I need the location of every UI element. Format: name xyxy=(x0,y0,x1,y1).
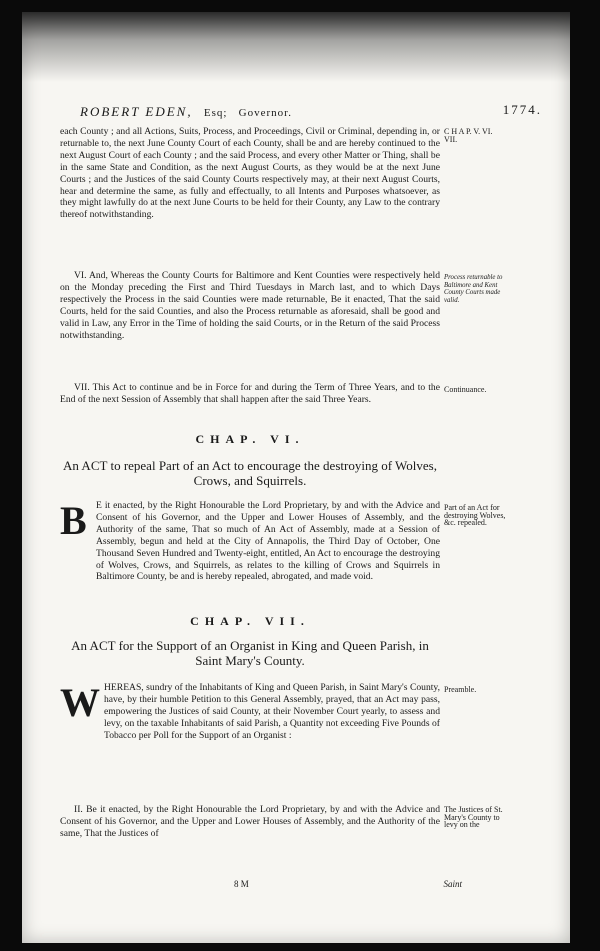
margin-note-chapters: C H A P. V. VI. VII. xyxy=(444,127,493,144)
margin-note-continuance: Continuance. xyxy=(444,385,487,394)
document-page xyxy=(22,12,570,943)
chapter-seven-title: An ACT for the Support of an Organist in King and Queen Parish, in Saint Mary's County. xyxy=(71,638,429,668)
signature-mark: 8 M xyxy=(234,879,249,889)
section-two-text: II. Be it enacted, by the Right Honourable the Lord Proprietary, by and with the Advice and Consent of his Governor, and the Upper and Lower Houses of Assembly, and the Authority of the same, That the Justices of xyxy=(60,804,440,839)
governor-title: Governor. xyxy=(238,107,292,119)
dropcap-b: B xyxy=(60,498,87,543)
running-head xyxy=(80,102,542,120)
esquire: Esq; xyxy=(203,107,228,119)
catchword: Saint xyxy=(443,879,462,889)
paragraph-text: HEREAS, sundry of the Inhabitants of King and Queen Parish, in Saint Mary's County, have, by their humble Petition to this General Assembly, prayed, that an Act may pass, empowering the Justices of said County, at their November Court yearly, to assess and levy, on the taxable Inhabitants of said Parish, a Quantity not exceeding Five Pounds of Tobacco per Poll for the Support of an Organist : xyxy=(104,682,440,741)
section-seven xyxy=(60,382,440,406)
margin-note-repealed: Part of an Act for destroying Wolves, &c. repealed. xyxy=(444,503,506,528)
paragraph-text: each County ; and all Actions, Suits, Process, and Proceedings, Civil or Criminal, depending in, or returnable to, the next June County Court of each County, shall be and are hereby continued to the next August Court of each County ; and the said Process, and every other Matter or Thing, shall be in the same State and Condition, as the next August Courts, as they would be at the next June Courts ; and the Justices of the said County Courts respectively may, at their next August Courts, hear and determine the same, as fully and effectually, to all Intents and Purposes whatsoever, as they might lawfully do at the next June Courts to be held for their County, any Law to the contrary thereof notwithstanding. xyxy=(60,126,440,221)
margin-note-preamble: Preamble. xyxy=(444,685,477,694)
page-year: 1774. xyxy=(502,102,542,117)
paragraph-text xyxy=(60,270,440,341)
chapter-seven-heading: CHAP. VII. xyxy=(190,614,310,628)
chapter-six-heading: CHAP. VI. xyxy=(195,432,305,446)
chapter-seven-section-two xyxy=(60,804,440,840)
chapter-six-body xyxy=(96,500,440,583)
paragraph-continuation xyxy=(60,126,440,221)
margin-note-justices: The Justices of St. Mary's County to levy on the xyxy=(444,805,503,830)
section-seven-text: VII. This Act to continue and be in Force for and during the Term of Three Years, and to the End of the next Session of Assembly that shall happen after the said Three Years. xyxy=(60,382,440,405)
margin-note-process: Process returnable to Baltimore and Kent County Courts made valid. xyxy=(444,274,503,304)
governor-name: ROBERT EDEN, xyxy=(80,104,193,119)
chapter-six-title: An ACT to repeal Part of an Act to encourage the destroying of Wolves, Crows, and Squirrels. xyxy=(63,458,437,488)
paragraph-text xyxy=(60,382,440,406)
paragraph-text xyxy=(60,804,440,840)
paragraph-text: E it enacted, by the Right Honourable the Lord Proprietary, by and with the Advice and Consent of his Governor, and the Upper and Lower Houses of Assembly, and the Authority of the same, That so much of An Act of Assembly, made at a Session of Assembly, begun and held at the City of Annapolis, the Third Day of October, One Thousand Seven Hundred and Twenty-eight, entitled, An Act to encourage the destroying of Wolves, Crows, and Squirrels, as relates to the killing of Crows and Squirrels in Baltimore County, be and is hereby repealed, abrogated, and made void. xyxy=(96,500,440,583)
chapter-seven-preamble xyxy=(104,682,440,742)
page-footer xyxy=(222,879,462,889)
section-six-text: VI. And, Whereas the County Courts for Baltimore and Kent Counties were respectively held on the Monday preceding the First and Third Tuesdays in March last, and to which Days respectively the Process in the said Counties were made returnable, Be it enacted, That the said Courts, held for the said Counties, and also the Process returnable as aforesaid, shall be good and valid in Law, any Error in the Time of holding the said Courts, or in the Return of the said Process notwithstanding. xyxy=(60,270,440,341)
section-six xyxy=(60,270,440,341)
dropcap-w: W xyxy=(60,680,100,725)
